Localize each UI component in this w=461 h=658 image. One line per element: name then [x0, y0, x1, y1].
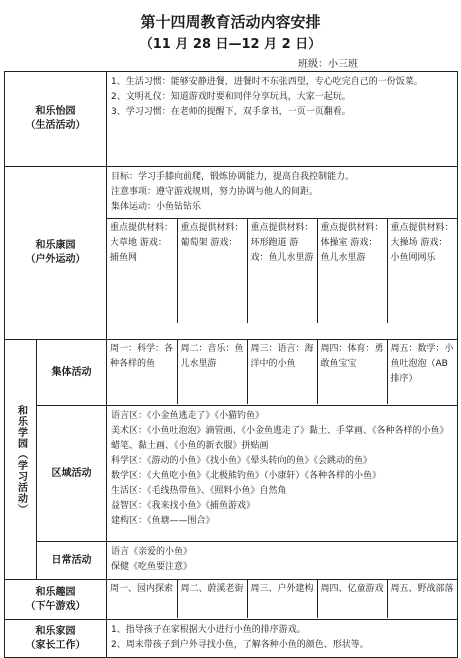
play-item: 周二、蔚溪老街: [177, 580, 247, 618]
group-activity: 周二：音乐：鱼儿水里游: [177, 340, 247, 404]
life-item: 2、文明礼仪：知道游戏时要和同伴分享玩具，大家一起玩。: [111, 92, 351, 102]
home-label-cell: [5, 620, 107, 658]
sports-content: [107, 167, 458, 340]
home-item: 1、指导孩子在家根据大小进行小鱼的排序游戏。: [111, 625, 306, 635]
group-activity: 周四：体育：勇敢鱼宝宝: [317, 340, 387, 404]
area-item: 生活区：《毛线热带鱼》、《照料小鱼》自然角: [111, 486, 287, 496]
page-title: 第十四周教育活动内容安排: [140, 13, 321, 31]
learn-daily-content: [107, 542, 458, 580]
sports-area: 重点提供材料：体操室 游戏：鱼儿水里游: [317, 219, 387, 323]
life-label-cell: [5, 72, 107, 167]
sports-notes: 注意事项：遵守游戏规则，努力协调与他人的间距。: [111, 187, 319, 197]
play-item: 周三、户外建构: [247, 580, 317, 618]
sports-area: 重点提供材料：环形跑道 游戏：鱼儿水里游: [247, 219, 317, 323]
group-activity: 周一：科学：各种各样的鱼: [107, 340, 177, 404]
play-item: 周一、园内探索: [107, 580, 177, 618]
play-sublabel: （下午游戏）: [25, 600, 86, 612]
area-item: 语言区：《小金鱼逃走了》《小猫钓鱼》: [111, 411, 265, 421]
sports-areas: [107, 219, 457, 323]
sports-group: 集体运动：小鱼钻钻乐: [111, 202, 202, 212]
sports-sublabel: （户外运动）: [25, 254, 86, 265]
schedule-table: [4, 71, 458, 658]
area-item: 美术区：《小鱼吐泡泡》滴管画、《小金鱼逃走了》黏土、手掌画、《各种各样的小鱼》蜡笔、黏土画、《小鱼的新衣服》拼贴画: [111, 426, 449, 451]
play-content: [107, 580, 458, 620]
home-sublabel: （家长工作）: [25, 639, 86, 651]
daily-item: 语言《亲爱的小鱼》: [111, 547, 193, 557]
life-item: 3、学习习惯：在老师的提醒下，双手拿书，一页一页翻看。: [111, 107, 351, 117]
home-content: [107, 620, 458, 658]
learn-daily-row: [5, 542, 458, 580]
area-item: 建构区：《鱼塘——围合》: [111, 516, 215, 526]
sports-area: 重点提供材料：大操场 游戏：小鱼网网乐: [390, 223, 454, 263]
learn-area-content: [107, 406, 458, 542]
life-sublabel: （生活活动）: [25, 120, 86, 131]
sports-area: 重点提供材料：大草地 游戏：捕鱼网: [107, 219, 177, 323]
learn-group-content: [107, 340, 458, 406]
play-item: 周五、野战部落: [390, 584, 454, 594]
learn-group-row: [5, 340, 458, 406]
play-label-cell: [5, 580, 107, 620]
play-row: [5, 580, 458, 620]
sports-goal: 目标：学习手膝向前爬，锻炼协调能力，提高自我控制能力。: [111, 172, 355, 182]
life-row: [5, 72, 458, 167]
group-activity: 周五：数学：小鱼吐泡泡（AB 排序）: [390, 344, 454, 384]
learn-area-row: [5, 406, 458, 542]
area-item: 数学区：《大鱼吃小鱼》《北极熊钓鱼》（小康轩）《各种各样的小鱼》: [111, 471, 382, 481]
learn-label: 和乐学园（学习活动）: [15, 404, 27, 515]
sports-area: 重点提供材料：葡萄架 游戏：: [177, 219, 247, 323]
page-subtitle: （11 月 28 日—12 月 2 日）: [139, 37, 322, 52]
learn-area-label: 区域活动: [37, 406, 107, 542]
sports-label: 和乐康园: [35, 240, 76, 251]
life-content: [107, 72, 458, 167]
area-item: 科学区：《游动的小鱼》《找小鱼》《晕头转向的鱼》《会跳动的鱼》: [111, 456, 373, 466]
home-item: 2、周末带孩子到户外寻找小鱼，了解各种小鱼的颜色、形状等。: [111, 640, 369, 650]
class-label: 班级：小三班: [298, 59, 358, 70]
home-label: 和乐家园: [35, 625, 76, 637]
learn-group-label: 集体活动: [37, 340, 107, 406]
life-label: 和乐怡园: [35, 106, 76, 117]
home-row: [5, 620, 458, 658]
sports-label-cell: [5, 167, 107, 340]
area-item: 益智区：《我来找小鱼》《捕鱼游戏》: [111, 501, 256, 511]
life-item: 1、生活习惯：能够安静进餐，进餐时不东张西望，专心吃完自己的一份饭菜。: [111, 77, 423, 87]
play-label: 和乐趣园: [35, 586, 76, 598]
play-item: 周四、亿童游戏: [317, 580, 387, 618]
learn-label-cell: [5, 340, 37, 580]
sports-row: [5, 167, 458, 340]
learn-daily-label: 日常活动: [37, 542, 107, 580]
group-activity: 周三：语言：海洋中的小鱼: [247, 340, 317, 404]
daily-item: 保健《吃鱼要注意》: [111, 562, 193, 572]
